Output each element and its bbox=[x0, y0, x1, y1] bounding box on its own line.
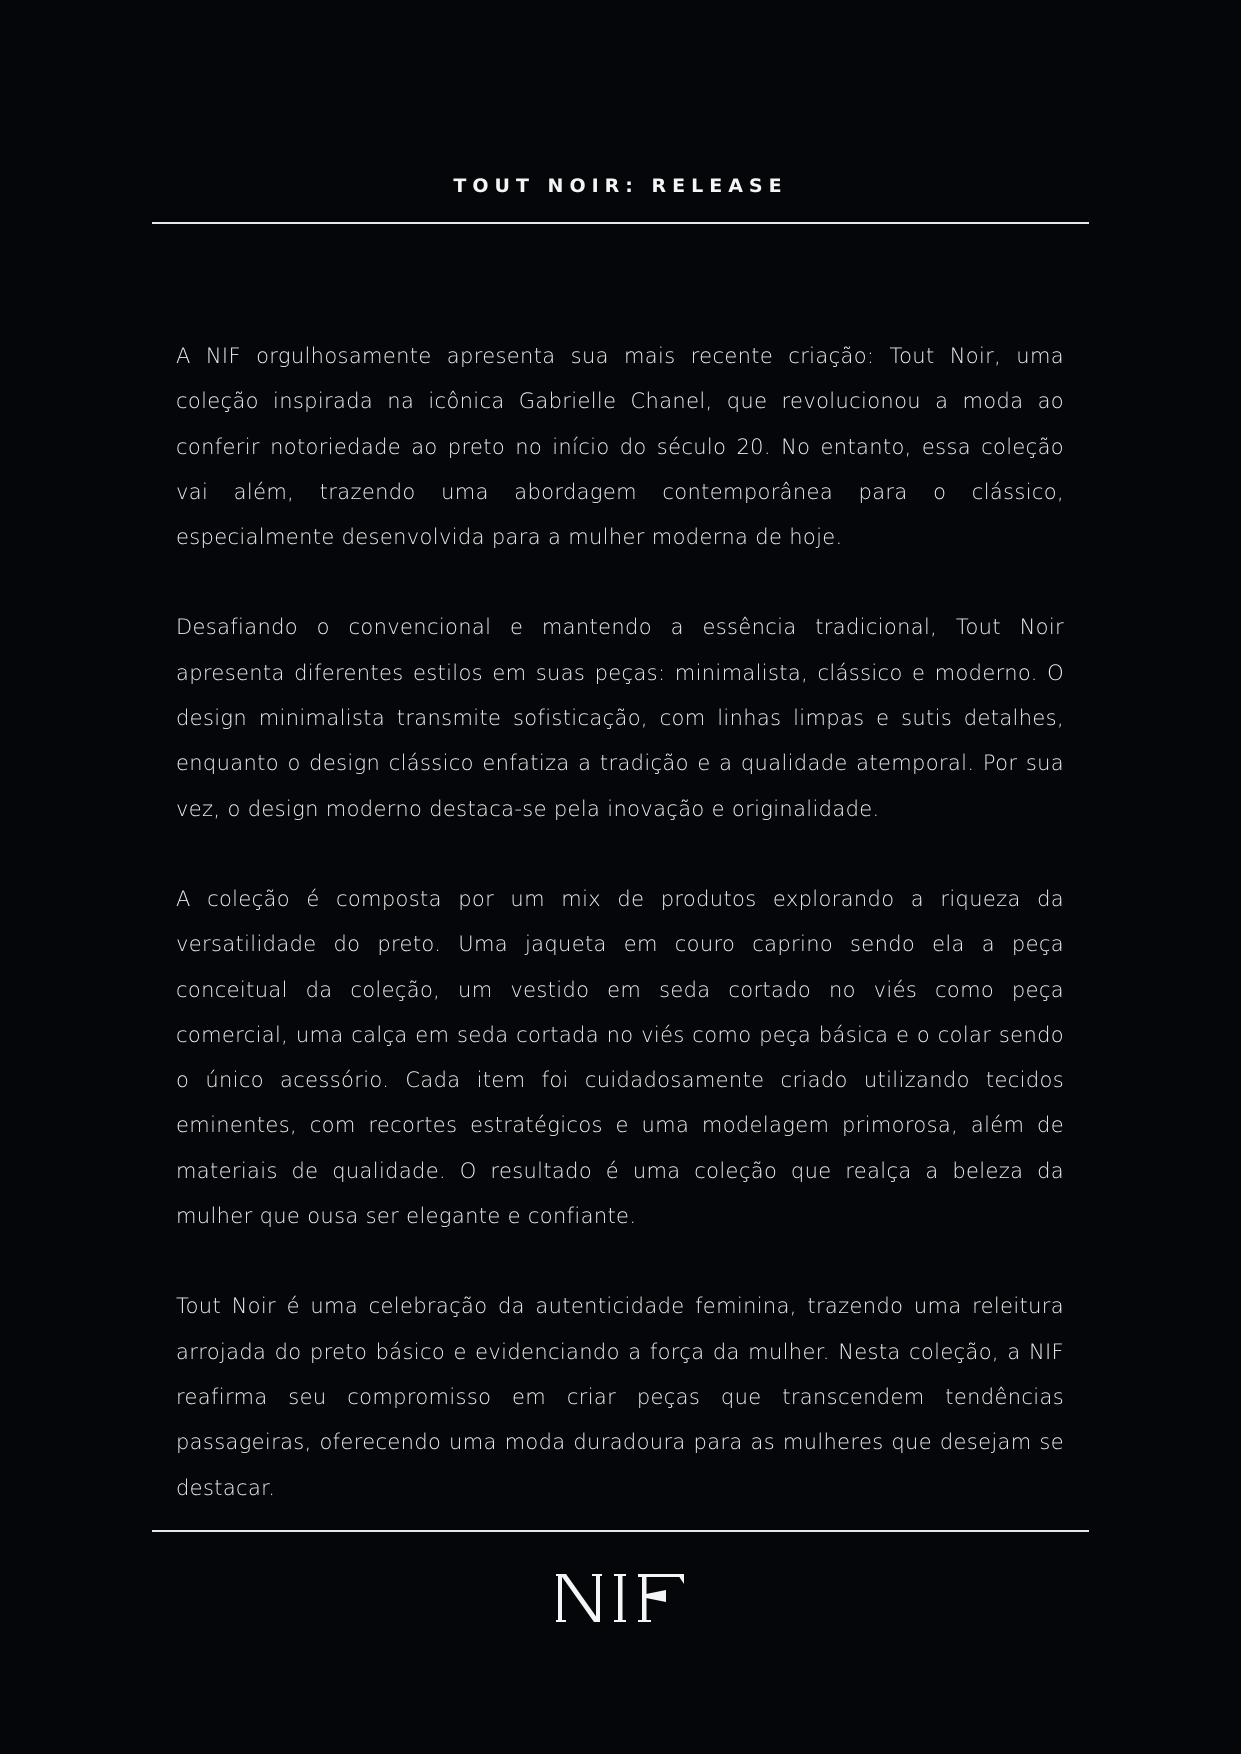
nif-logo bbox=[0, 1566, 1241, 1630]
paragraph-styles: Desafiando o convencional e mantendo a essência tradicional, Tout Noir apresenta diferentes estilos em suas peças: minimalista, clássico e moderno. O design minimalista transmite sofisticação, com linhas limpas e sutis detalhes, enquanto o design clássico enfatiza a tradição e a qualidade atemporal. Por sua vez, o design moderno destaca-se pela inovação e originalidade. bbox=[176, 615, 1064, 821]
footer-divider bbox=[152, 1530, 1089, 1532]
nif-logo-mark bbox=[556, 1570, 686, 1626]
page-title: TOUT NOIR: RELEASE bbox=[453, 175, 788, 197]
release-body bbox=[176, 334, 1064, 1556]
paragraph-closing: Tout Noir é uma celebração da autenticidade feminina, trazendo uma releitura arrojada do preto básico e evidenciando a força da mulher. Nesta coleção, a NIF reafirma seu compromisso em criar peças que transcendem tendências passageiras, oferecendo uma moda duradoura para as mulheres que desejam se destacar. bbox=[176, 1294, 1064, 1500]
paragraph-products: A coleção é composta por um mix de produtos explorando a riqueza da versatilidade do preto. Uma jaqueta em couro caprino sendo ela a peça conceitual da coleção, um vestido em seda cortado no viés como peça comercial, uma calça em seda cortada no viés como peça básica e o colar sendo o único acessório. Cada item foi cuidadosamente criado utilizando tecidos eminentes, com recortes estratégicos e uma modelagem primorosa, além de materiais de qualidade. O resultado é uma coleção que realça a beleza da mulher que ousa ser elegante e confiante. bbox=[176, 886, 1064, 1229]
header-divider bbox=[152, 222, 1089, 224]
paragraph-intro: A NIF orgulhosamente apresenta sua mais recente criação: Tout Noir, uma coleção inspirada na icônica Gabrielle Chanel, que revolucionou a moda ao conferir notoriedade ao preto no início do século 20. No entanto, essa coleção vai além, trazendo uma abordagem contemporânea para o clássico, especialmente desenvolvida para a mulher moderna de hoje. bbox=[176, 344, 1064, 550]
